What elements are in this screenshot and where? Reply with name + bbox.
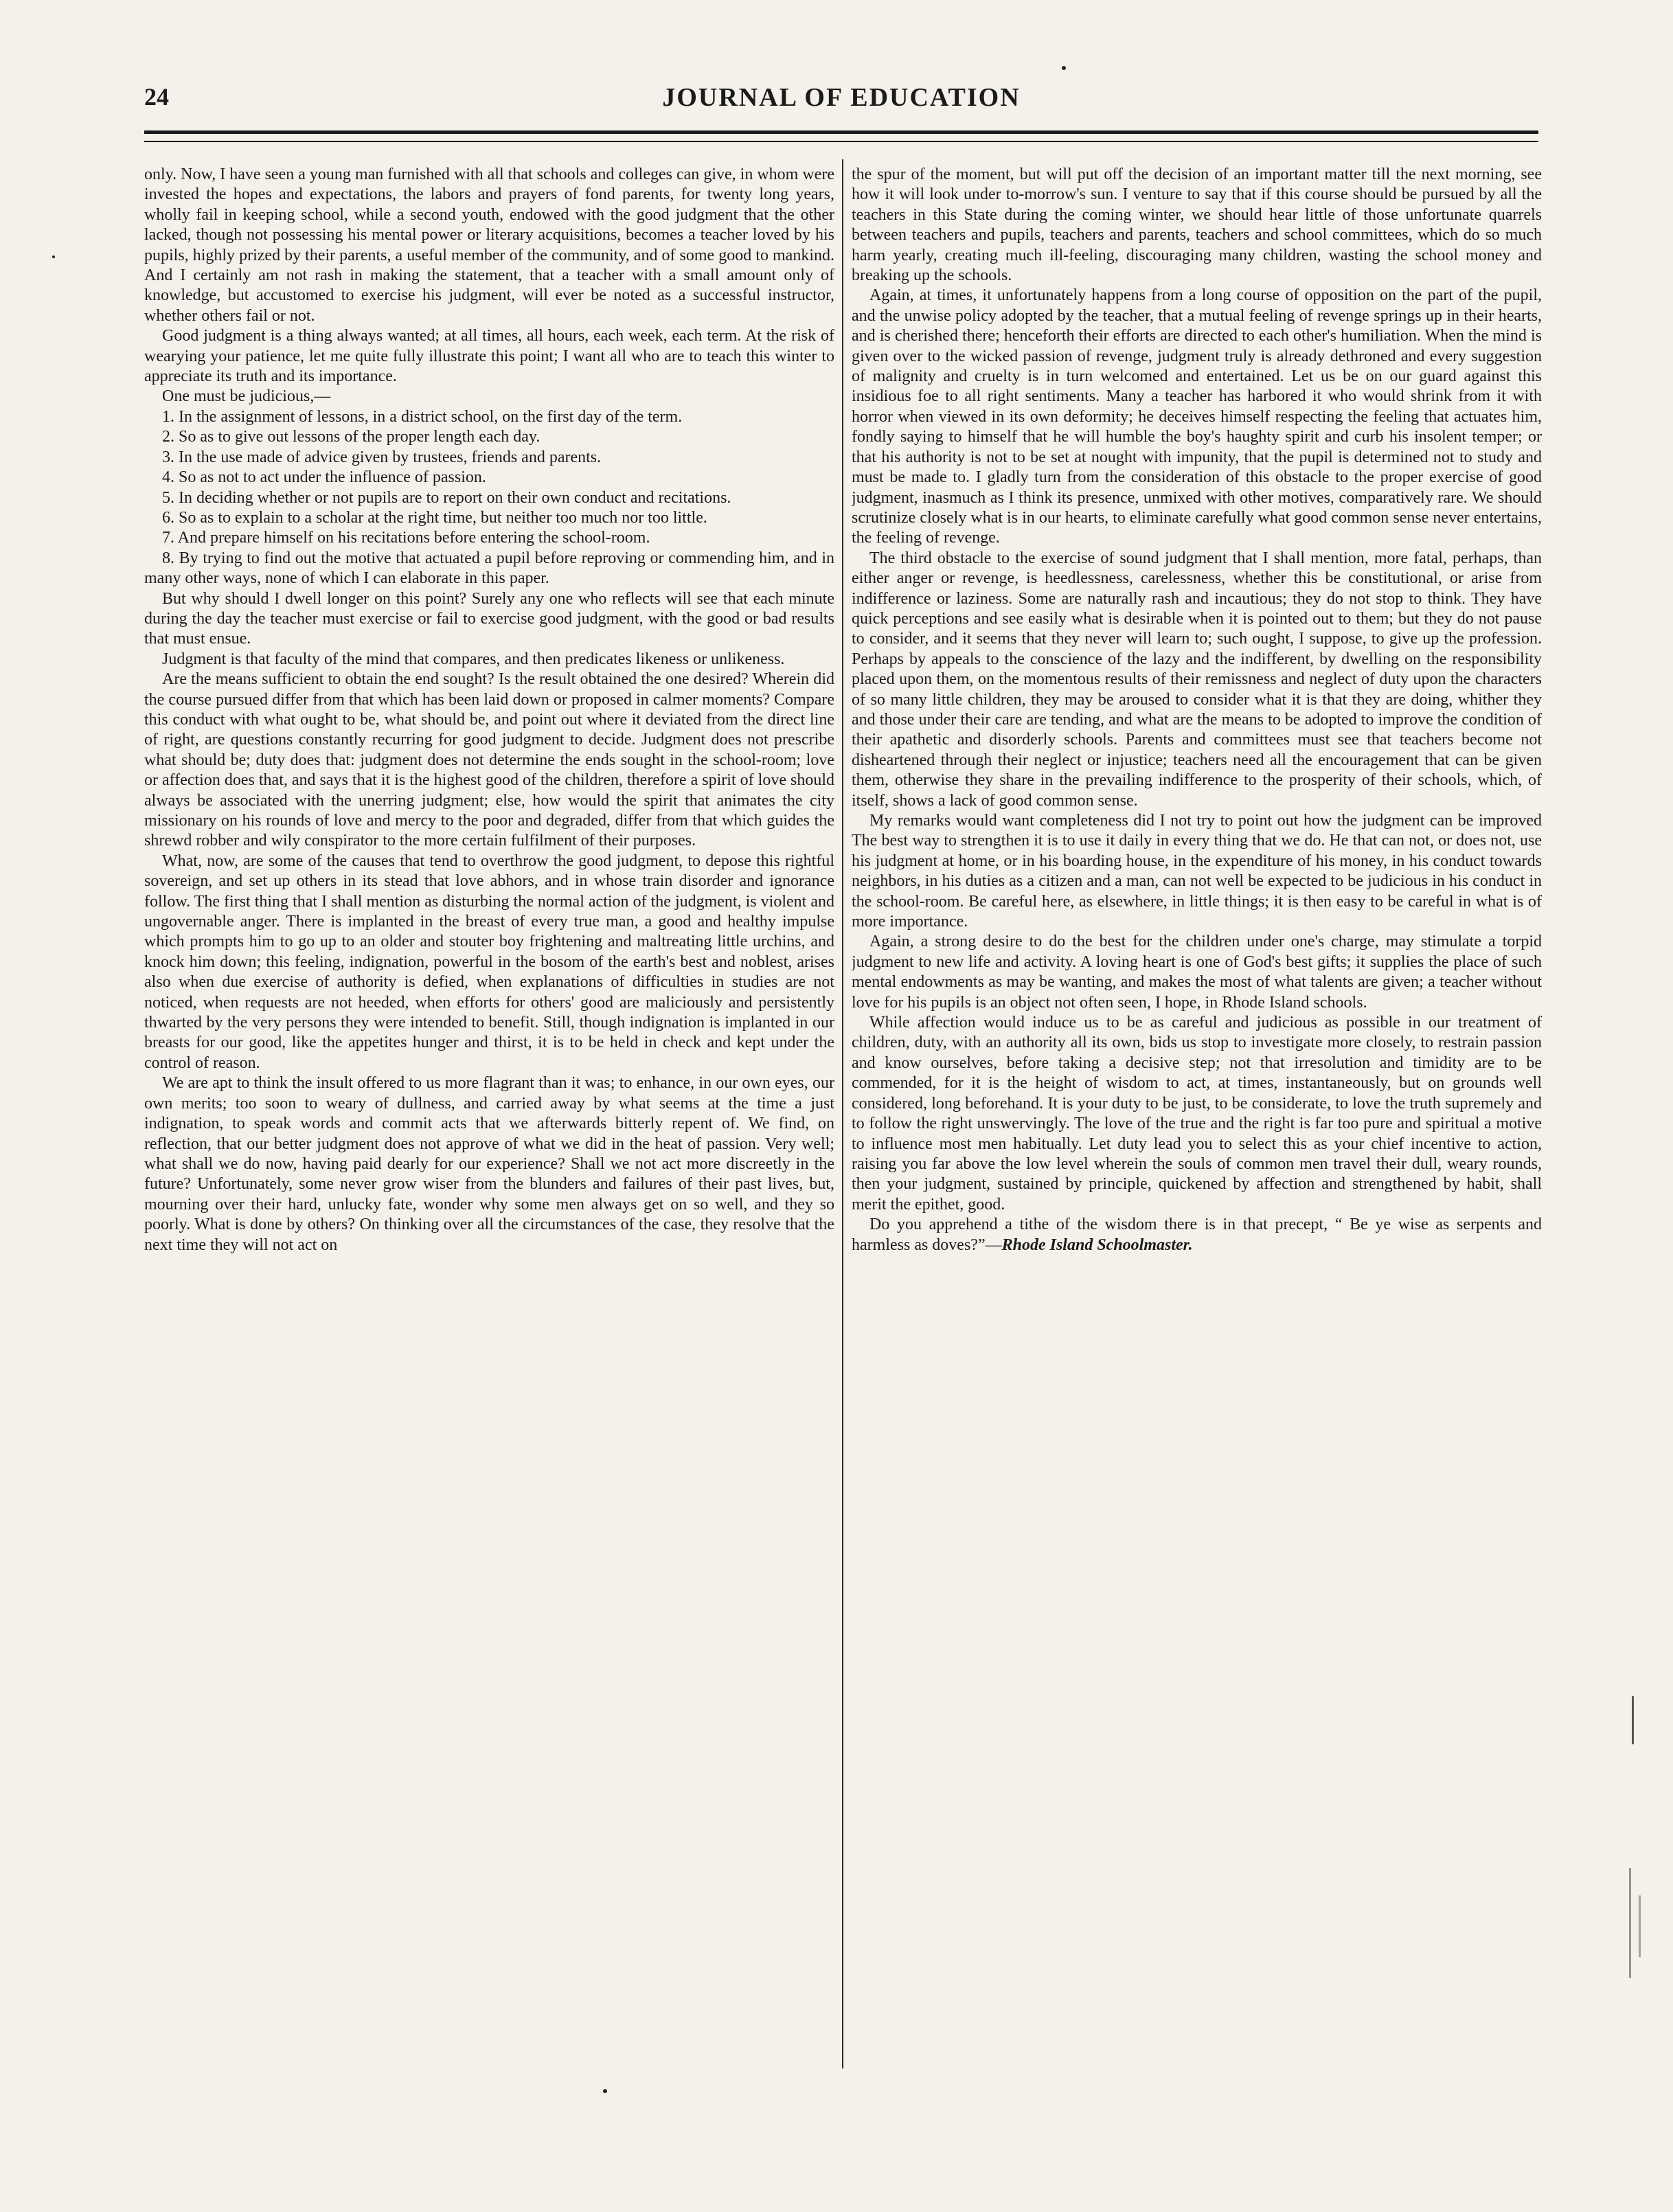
right-column-paragraph: Again, at times, it unfortunately happens from a long course of opposition on the part of the pupil, and the unwise policy adopted by the teacher, that a mutual feeling of revenge springs up in their hearts, and is cherished there; henceforth their efforts are directed to each other's humiliation. When the mind is given over to the wicked passion of revenge, judgment truly is already dethroned and every suggestion of malignity and cruelty is in turn welcomed and entertained. Let us be on our guard against this insidious foe to all right sentiments. Many a teacher has harbored it who would shrink from it with horror when viewed in its own deformity; he deceives himself respecting the feeling that actuates him, fondly saying to himself that he will humble the boy's haughty spirit and curb his insolent temper; or that his authority is not to be set at nought with impunity, that the pupil is determined not to study and must be made to. I gladly turn from the consideration of this obstacle to the proper exercise of good judgment, inasmuch as I think its presence, unmixed with other motives, comparatively rare. We should scrutinize closely what is in our hearts, to eliminate carefully what good common sense never entertains, the feeling of revenge. bbox=[852, 286, 1542, 547]
page-number: 24 bbox=[144, 83, 169, 111]
page-header bbox=[144, 82, 1538, 124]
margin-marks bbox=[1639, 1895, 1641, 1957]
left-column-paragraph: only. Now, I have seen a young man furnished with all that schools and colleges can give, in whom were invested the hopes and expectations, the labors and prayers of fond parents, for twenty long years, wholly fail in keeping school, while a second youth, endowed with the good judgment that the other lacked, though not possessing his mental power or literary acquisitions, becomes a teacher loved by his pupils, highly prized by their parents, a useful member of the community, and of some good to mankind. And I certainly am not rash in making the statement, that a teacher with a small amount only of knowledge, but accustomed to exercise his judgment, will ever be noted as a successful instructor, whether others fail or not. bbox=[144, 166, 834, 325]
right-column-paragraph: My remarks would want completeness did I not try to point out how the judgment can be improved The best way to strengthen it is to use it daily in every thing that we do. He that can not, or does not, use his judgment at home, or in his boarding house, in the expenditure of his money, in his conduct towards neighbors, in his duties as a citizen and a man, can not well be expected to be judicious in his conduct in the school-room. Be careful here, as elsewhere, in little things; it is then easy to be careful in what is of more importance. bbox=[852, 812, 1542, 931]
left-column-paragraph: Are the means sufficient to obtain the end sought? Is the result obtained the one desired? Wherein did the course pursued differ from that which has been laid down or proposed in calmer moments? Compare this conduct with what ought to be, what should be, and point out where it deviated from the direct line of right, are questions constantly recurring for good judgment to decide. Judgment does not prescribe what should be; duty does that: judgment does not determine the ends sought in the school-room; love or affection does that, and says that it is the highest good of the children, therefore a spirit of love should always be associated with the unerring judgment; else, how would the spirit that animates the city missionary on his rounds of love and mercy to the poor and degraded, differ from that which guides the shrewd robber and wily conspirator to the more certain fulfilment of their purposes. bbox=[144, 670, 834, 850]
right-column-paragraph: Do you apprehend a tithe of the wisdom there is in that precept, “ Be ye wise as serpents and harmless as doves?”—Rhode Island Schoolmaster. bbox=[852, 1216, 1542, 1254]
author-signature: Rhode Island Schoolmaster. bbox=[1001, 1235, 1193, 1254]
right-column-paragraph: the spur of the moment, but will put off the decision of an important matter till the next morning, see how it will look under to-morrow's sun. I venture to say that if this course should be pursued by all the teachers in this State during the coming winter, we should hear little of those unfortunate quarrels between teachers and pupils, teachers and parents, teachers and school committees, which do so much harm yearly, creating much ill-feeling, discouraging many children, wasting the school money and breaking up the schools. bbox=[852, 166, 1542, 285]
left-column-paragraph: 6. So as to explain to a scholar at the right time, but neither too much nor too little. bbox=[162, 508, 707, 527]
right-column-paragraph: The third obstacle to the exercise of sound judgment that I shall mention, more fatal, perhaps, than either anger or revenge, is heedlessness, carelessness, whether this be constitutional, or arise from indifference or laziness. Some are naturally rash and incautious; they do not stop to think. They have quick perceptions and see easily what is desirable when it is pointed out to them; but they do not pause to consider, and it seems that they never will learn to; such ought, I suppose, to give up the profession. Perhaps by appeals to the conscience of the lazy and the indifferent, by dwelling on the responsibility placed upon them, on the momentous results of their remissness and neglect of duty upon the characters of so many little children, they may be aroused to consider what it is that they are doing, whither they and those under their care are tending, and what are the means to be adopted to improve the condition of their apathetic and disorderly schools. Parents and committees must see that teachers become not disheartened through their neglect or injustice; teachers need all the encouragement that can be given them, otherwise they share in the prevailing indifference to the prosperity of their schools, which, of itself, shows a lack of good common sense. bbox=[852, 549, 1542, 810]
left-column-paragraph: Good judgment is a thing always wanted; at all times, all hours, each week, each term. At the risk of wearying your patience, let me quite fully illustrate this point; I want all who are to teach this winter to appreciate its truth and its importance. bbox=[144, 327, 834, 386]
left-column-paragraph: 3. In the use made of advice given by trustees, friends and parents. bbox=[162, 448, 602, 466]
column-divider bbox=[842, 159, 843, 2068]
header-rule-thick bbox=[144, 130, 1538, 134]
left-column-paragraph: We are apt to think the insult offered to us more flagrant than it was; to enhance, in our own eyes, our own merits; too soon to weary of dullness, and carried away by what seems at the time a just indignation, to speak words and commit acts that we afterwards bitterly repent of. We find, on reflection, that our better judgment does not approve of what we did in the heat of passion. Very well; what shall we do now, having paid dearly for our experience? Shall we not act more discreetly in the future? Unfortunately, some never grow wiser from the blunders and failures of their past lives, but, mourning over their hard, unlucky fate, wonder why some men always get on so well, and they so poorly. What is done by others? On thinking over all the circumstances of the case, they resolve that the next time they will not act on bbox=[144, 1074, 834, 1254]
left-column-paragraph: One must be judicious,— bbox=[162, 387, 331, 406]
ink-speck-top bbox=[1062, 66, 1066, 70]
left-column-paragraph: 2. So as to give out lessons of the proper length each day. bbox=[162, 428, 540, 446]
ink-speck-left bbox=[52, 255, 55, 258]
left-column-paragraph: 7. And prepare himself on his recitations before entering the school-room. bbox=[162, 529, 650, 547]
left-column-paragraph: 5. In deciding whether or not pupils are to report on their own conduct and recitations. bbox=[162, 488, 731, 507]
header-rule-thin bbox=[144, 141, 1538, 142]
margin-marks bbox=[1632, 1696, 1634, 1744]
left-column-paragraph: 4. So as not to act under the influence of passion. bbox=[162, 468, 486, 487]
ink-speck-bottom bbox=[603, 2089, 607, 2093]
left-column bbox=[144, 165, 834, 2067]
left-column-paragraph: What, now, are some of the causes that tend to overthrow the good judgment, to depose this rightful sovereign, and set up others in its stead that love abhors, and in whose train disorder and ignorance follow. The first thing that I shall mention as disturbing the normal action of the judgment, is violent and ungovernable anger. There is implanted in the breast of every true man, a good and healthy impulse which prompts him to go up to an older and stouter boy frightening and maltreating little urchins, and knock him down; this feeling, indignation, powerful in the bosom of the earth's best and noblest, arises also when due exercise of authority is defied, when explanations of difficulties in studies are not noticed, when requests are not heeded, when efforts for others' good are maliciously and persistently thwarted by the very persons they were intended to benefit. Still, though indignation is implanted in our breasts for our good, like the appetites hunger and thirst, it is to be held in check and kept under the control of reason. bbox=[144, 852, 834, 1072]
left-column-paragraph: But why should I dwell longer on this point? Surely any one who reflects will see that each minute during the day the teacher must exercise or fail to exercise good judgment, with the good or bad results that must ensue. bbox=[144, 589, 834, 648]
left-column-paragraph: 1. In the assignment of lessons, in a district school, on the first day of the term. bbox=[162, 407, 683, 426]
journal-title: JOURNAL OF EDUCATION bbox=[662, 83, 1021, 112]
right-column-paragraph: Again, a strong desire to do the best for the children under one's charge, may stimulate a torpid judgment to new life and activity. A loving heart is one of God's best gifts; it supplies the place of such mental endowments as may be wanting, and makes the most of what talents are given; a teacher without love for his pupils is an object not often seen, I hope, in Rhode Island schools. bbox=[852, 933, 1542, 1012]
right-column bbox=[852, 165, 1542, 2067]
margin-marks bbox=[1629, 1868, 1631, 1978]
left-column-paragraph: Judgment is that faculty of the mind that compares, and then predicates likeness or unlikeness. bbox=[162, 650, 785, 668]
right-column-paragraph: While affection would induce us to be as careful and judicious as possible in our treatment of children, duty, with an authority all its own, bids us stop to investigate more closely, to restrain passion and know ourselves, before taking a decisive step; not that irresolution and timidity are to be commended, for it is the height of wisdom to act, at times, instantaneously, but on grounds well considered, long beforehand. It is your duty to be just, to be considerate, to love the truth supremely and to follow the right unswervingly. The love of the true and the right is far too pure and spiritual a motive to influence most men habitually. Let duty lead you to select this as your chief incentive to action, raising you far above the low level wherein the souls of common men travel their dull, weary rounds, then your judgment, sustained by principle, quickened by affection and strengthened by habit, shall merit the epithet, good. bbox=[852, 1014, 1542, 1213]
left-column-paragraph: 8. By trying to find out the motive that actuated a pupil before reproving or commending him, and in many other ways, none of which I can elaborate in this paper. bbox=[144, 549, 834, 588]
